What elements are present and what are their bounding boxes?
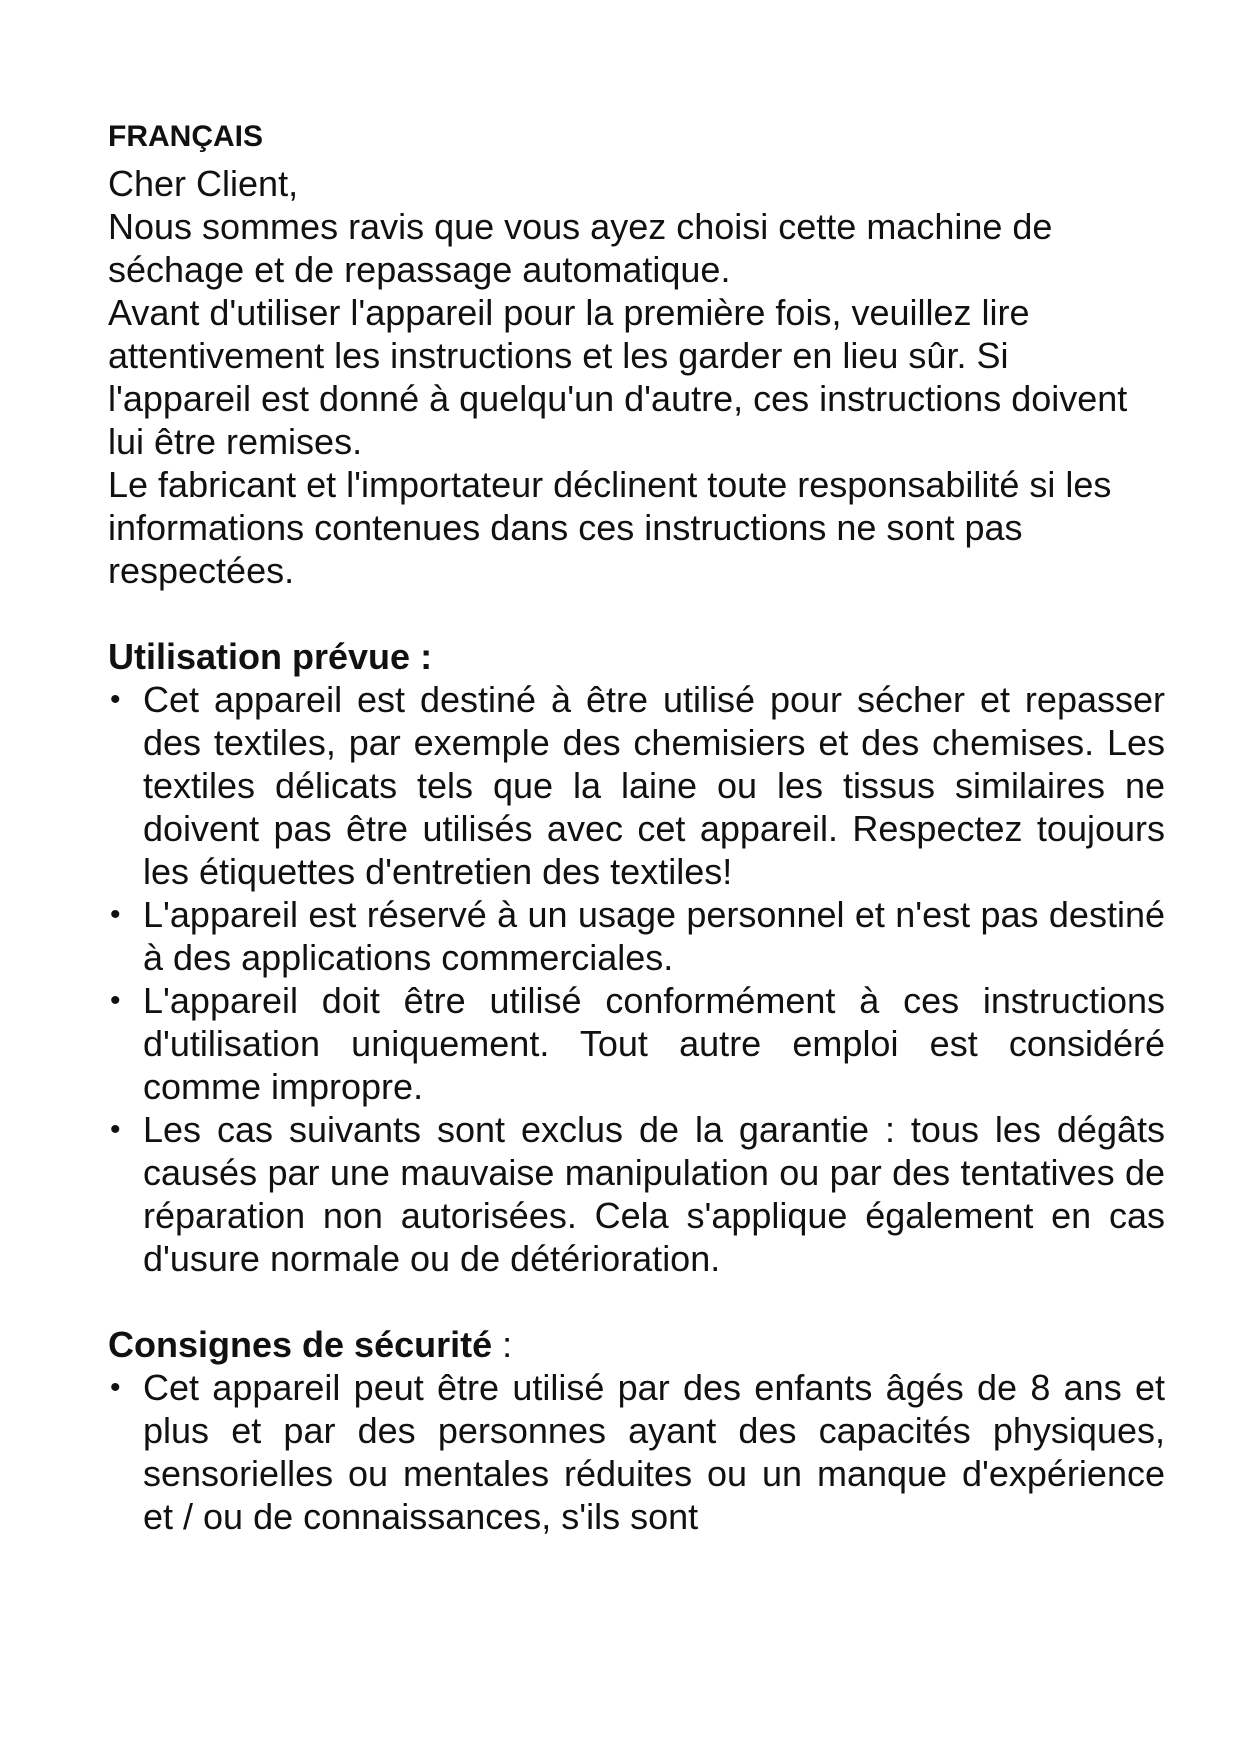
list-item: • Les cas suivants sont exclus de la garantie : tous les dégâts causés par une mauvaise manipulation ou par des tentatives de réparation non autorisées. Cela s'applique également en cas d'usure normale ou de détérioration. [110, 1109, 1165, 1279]
list-item: • L'appareil doit être utilisé conformément à ces instructions d'utilisation uniquement. Tout autre emploi est considéré comme impropre. [110, 980, 1165, 1107]
safety-section [108, 1323, 1180, 1538]
bullet-icon: • [110, 984, 121, 1017]
greeting: Cher Client, [108, 163, 299, 204]
intended-use-section [108, 635, 1180, 1280]
bullet-icon: • [110, 683, 121, 716]
intro-paragraph: Le fabricant et l'importateur déclinent toute responsabilité si les informations contenues dans ces instructions ne sont pas respectées. [108, 464, 1112, 591]
list-item: • Cet appareil peut être utilisé par des enfants âgés de 8 ans et plus et par des personnes ayant des capacités physiques, sensorielles ou mentales réduites ou un manque d'expérience et / ou de connaissances, s'ils sont [110, 1367, 1165, 1537]
document-page [108, 118, 1180, 1538]
language-heading: FRANÇAIS [108, 120, 263, 153]
spacer [108, 592, 1180, 635]
intended-use-list [108, 678, 1180, 1280]
intended-use-title: Utilisation prévue : [108, 636, 433, 677]
spacer [108, 1280, 1180, 1323]
bullet-icon: • [110, 1113, 121, 1146]
intro-section [108, 162, 1180, 592]
list-item: • Cet appareil est destiné à être utilisé pour sécher et repasser des textiles, par exemple des chemisiers et des chemises. Les textiles délicats tels que la laine ou les tissus similaires ne doivent pas être utilisés avec cet appareil. Respectez toujours les étiquettes d'entretien des textiles! [110, 679, 1165, 892]
intro-paragraph: Avant d'utiliser l'appareil pour la première fois, veuillez lire attentivement les instructions et les garder en lieu sûr. Si l'appareil est donné à quelqu'un d'autre, ces instructions doivent lui être remises. [108, 292, 1128, 462]
intro-paragraph: Nous sommes ravis que vous ayez choisi cette machine de séchage et de repassage automatique. [108, 206, 1053, 290]
safety-title: Consignes de sécurité : [108, 1324, 513, 1365]
list-item: • L'appareil est réservé à un usage personnel et n'est pas destiné à des applications commerciales. [110, 894, 1165, 978]
bullet-icon: • [110, 898, 121, 931]
safety-list [108, 1366, 1180, 1538]
bullet-icon: • [110, 1371, 121, 1404]
